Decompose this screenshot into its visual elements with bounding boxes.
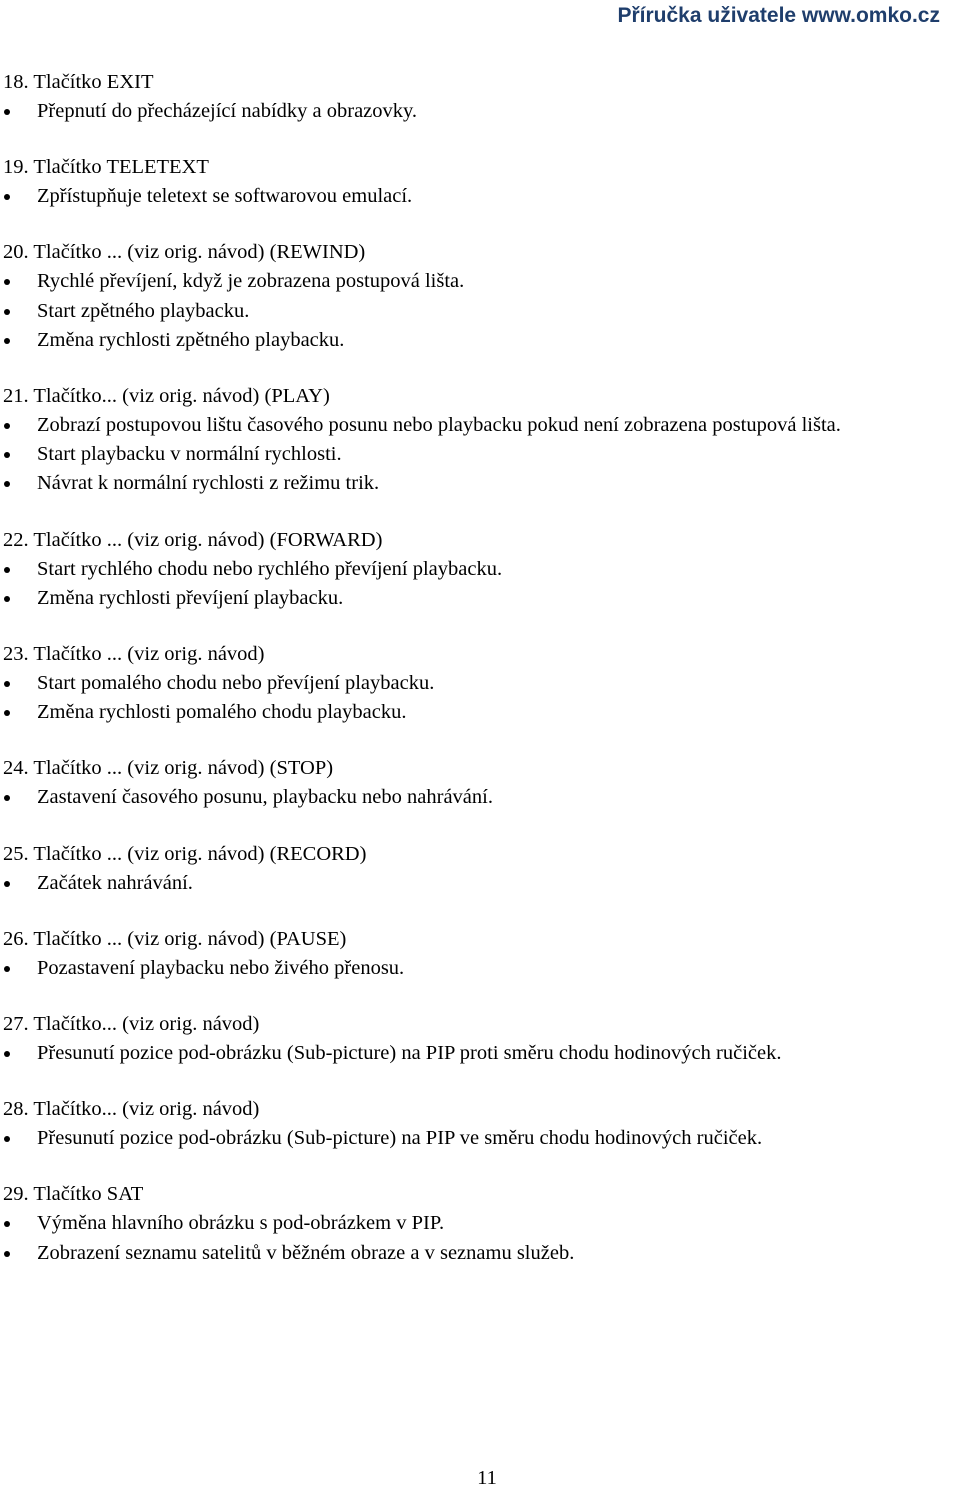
bullet-list — [0, 1039, 960, 1068]
section — [0, 754, 960, 812]
bullet-list — [0, 411, 960, 499]
section-title: 25. Tlačítko ... (viz orig. návod) (RECORD) — [3, 842, 367, 865]
section-title: 24. Tlačítko ... (viz orig. návod) (STOP) — [3, 757, 334, 780]
bullet-item: Přepnutí do přecházející nabídky a obrazovky. — [0, 97, 960, 126]
bullet-item: Rychlé převíjení, když je zobrazena postupová lišta. — [0, 267, 960, 296]
section-title: 18. Tlačítko EXIT — [3, 71, 154, 93]
section-title: 20. Tlačítko ... (viz orig. návod) (REWIND) — [3, 241, 366, 264]
section — [0, 1095, 960, 1153]
section — [0, 1180, 960, 1267]
bullet-item: Start rychlého chodu nebo rychlého převíjení playbacku. — [0, 555, 960, 584]
bullet-list — [0, 267, 960, 355]
section-title: 27. Tlačítko... (viz orig. návod) — [3, 1013, 260, 1036]
section — [0, 1010, 960, 1068]
section — [0, 68, 960, 126]
section — [0, 925, 960, 983]
bullet-item: Výměna hlavního obrázku s pod-obrázkem v PIP. — [0, 1209, 960, 1238]
bullet-list — [0, 954, 960, 983]
section-title: 23. Tlačítko ... (viz orig. návod) — [3, 643, 265, 666]
bullet-item: Změna rychlosti zpětného playbacku. — [0, 326, 960, 355]
page-header: Příručka uživatele www.omko.cz — [617, 4, 940, 27]
section — [0, 840, 960, 898]
bullet-item: Zpřístupňuje teletext se softwarovou emulací. — [0, 182, 960, 211]
bullet-list — [0, 783, 960, 812]
section — [0, 640, 960, 727]
bullet-item: Zobrazí postupovou lištu časového posunu nebo playbacku pokud není zobrazena postupová lišta. — [0, 411, 960, 440]
bullet-list — [0, 1124, 960, 1153]
section — [0, 526, 960, 613]
section — [0, 382, 960, 499]
section-title: 26. Tlačítko ... (viz orig. návod) (PAUSE) — [3, 927, 347, 950]
bullet-item: Start zpětného playbacku. — [0, 297, 960, 326]
section-title: 19. Tlačítko TELETEXT — [3, 156, 209, 179]
section-title: 28. Tlačítko... (viz orig. návod) — [3, 1098, 260, 1121]
bullet-item: Začátek nahrávání. — [0, 869, 960, 898]
document-body — [0, 68, 960, 1295]
section-title: 21. Tlačítko... (viz orig. návod) (PLAY) — [3, 385, 330, 408]
bullet-item: Pozastavení playbacku nebo živého přenosu. — [0, 954, 960, 983]
bullet-item: Zobrazení seznamu satelitů v běžném obraze a v seznamu služeb. — [0, 1239, 960, 1268]
section-title: 22. Tlačítko ... (viz orig. návod) (FORWARD) — [3, 528, 383, 551]
bullet-list — [0, 555, 960, 613]
bullet-list — [0, 182, 960, 211]
bullet-list — [0, 869, 960, 898]
bullet-item: Přesunutí pozice pod-obrázku (Sub-picture) na PIP proti směru chodu hodinových ručiček. — [0, 1039, 960, 1068]
bullet-list — [0, 1209, 960, 1267]
bullet-item: Změna rychlosti převíjení playbacku. — [0, 584, 960, 613]
page-number: 11 — [477, 1467, 497, 1489]
bullet-list — [0, 97, 960, 126]
bullet-item: Start playbacku v normální rychlosti. — [0, 440, 960, 469]
section — [0, 238, 960, 355]
bullet-item: Přesunutí pozice pod-obrázku (Sub-picture) na PIP ve směru chodu hodinových ručiček. — [0, 1124, 960, 1153]
bullet-item: Návrat k normální rychlosti z režimu trik. — [0, 469, 960, 498]
bullet-list — [0, 669, 960, 727]
bullet-item: Změna rychlosti pomalého chodu playbacku. — [0, 698, 960, 727]
section — [0, 153, 960, 211]
bullet-item: Start pomalého chodu nebo převíjení playbacku. — [0, 669, 960, 698]
section-title: 29. Tlačítko SAT — [3, 1183, 144, 1206]
bullet-item: Zastavení časového posunu, playbacku nebo nahrávání. — [0, 783, 960, 812]
